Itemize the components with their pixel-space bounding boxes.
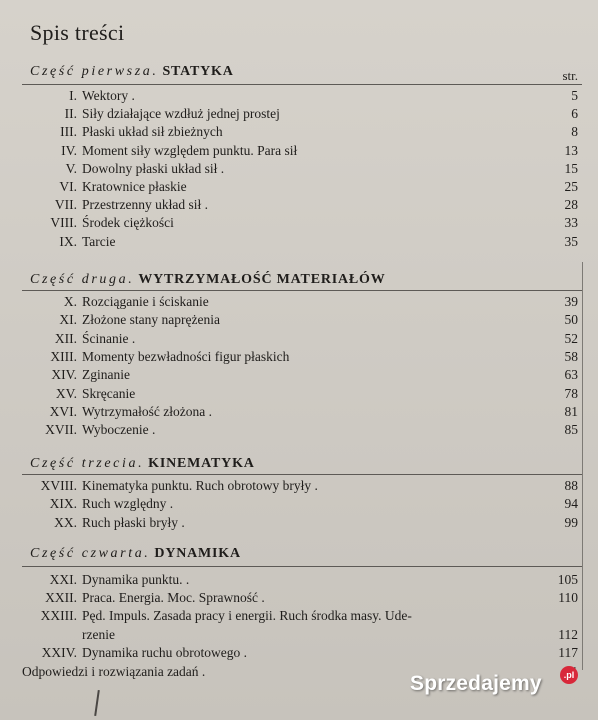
entry-title: rzenie bbox=[82, 626, 115, 642]
entry-title: Ruch względny . bbox=[82, 496, 174, 512]
toc-entry bbox=[0, 234, 598, 252]
divider bbox=[22, 474, 582, 475]
entry-page-number: 81 bbox=[564, 403, 578, 419]
toc-entry bbox=[0, 422, 598, 440]
entry-title: Wyboczenie . bbox=[82, 422, 156, 438]
toc-entry bbox=[0, 627, 598, 645]
entry-title: Tarcie bbox=[82, 233, 116, 249]
entry-number: XIII. bbox=[50, 348, 77, 364]
toc-entry bbox=[0, 496, 598, 514]
entry-number: XXI. bbox=[49, 572, 77, 587]
entry-page-number: 63 bbox=[564, 367, 578, 383]
entry-page-number: 28 bbox=[564, 197, 578, 213]
entry-number: II. bbox=[64, 106, 77, 122]
pen-mark bbox=[94, 690, 100, 716]
entry-number: XVII. bbox=[45, 422, 77, 438]
toc-entry bbox=[0, 312, 598, 330]
entry-title: Wytrzymałość złożona . bbox=[82, 403, 213, 419]
section-heading bbox=[30, 456, 255, 472]
entry-page-number: 94 bbox=[564, 496, 578, 512]
entry-number: IX. bbox=[59, 233, 77, 249]
toc-entry bbox=[0, 215, 598, 233]
entry-page-number: 6 bbox=[571, 106, 578, 122]
entry-title: Dynamika ruchu obrotowego . bbox=[82, 644, 247, 660]
entry-page-number: 52 bbox=[564, 330, 578, 346]
entry-title: Środek ciężkości bbox=[82, 215, 174, 231]
entry-title: Przestrzenny układ sił . bbox=[82, 197, 208, 213]
entry-page-number: 15 bbox=[564, 160, 578, 176]
entry-title: Praca. Energia. Moc. Sprawność . bbox=[82, 590, 265, 606]
section-label: Część trzecia. bbox=[30, 456, 145, 471]
section-label: Część czwarta. bbox=[30, 546, 151, 561]
entry-number: XX. bbox=[54, 514, 77, 530]
divider bbox=[22, 290, 582, 291]
entry-title: Ścinanie . bbox=[82, 330, 136, 346]
divider bbox=[22, 566, 582, 567]
toc-entry bbox=[0, 294, 598, 312]
toc-entry bbox=[0, 608, 598, 626]
toc-entry bbox=[0, 143, 598, 161]
toc-entry bbox=[0, 88, 598, 106]
entry-page-number: 110 bbox=[558, 590, 578, 606]
entry-title: Skręcanie bbox=[82, 385, 136, 401]
entry-title: Dynamika punktu. . bbox=[82, 572, 190, 587]
toc-entry bbox=[0, 197, 598, 215]
section-name: STATYKA bbox=[162, 64, 234, 79]
entry-title: Ruch płaski bryły . bbox=[82, 514, 185, 530]
entry-title: Zginanie bbox=[82, 367, 130, 383]
entry-title: Kinematyka punktu. Ruch obrotowy bryły . bbox=[82, 478, 318, 493]
entry-number: X. bbox=[63, 294, 77, 309]
entry-page-number: 13 bbox=[564, 142, 578, 158]
toc-entry bbox=[0, 404, 598, 422]
watermark-badge: .pl bbox=[560, 666, 578, 684]
entry-page-number: 78 bbox=[564, 385, 578, 401]
entry-number: VIII. bbox=[50, 215, 77, 231]
entry-number: XV. bbox=[55, 385, 77, 401]
divider bbox=[22, 84, 582, 85]
entry-number: IV. bbox=[61, 142, 77, 158]
entry-number: XXIII. bbox=[40, 608, 77, 624]
entry-title: Momenty bezwładności figur płaskich bbox=[82, 348, 290, 364]
toc-entry bbox=[0, 478, 598, 496]
entry-number: VII. bbox=[54, 197, 77, 213]
entry-number: V. bbox=[65, 160, 77, 176]
entry-title: Rozciąganie i ściskanie bbox=[82, 294, 209, 309]
toc-entry bbox=[0, 124, 598, 142]
entry-page-number: 105 bbox=[557, 572, 578, 587]
section-name: WYTRZYMAŁOŚĆ MATERIAŁÓW bbox=[138, 272, 386, 287]
page-title: Spis treści bbox=[30, 20, 125, 45]
section-heading bbox=[30, 64, 234, 80]
entry-page-number: 5 bbox=[571, 88, 578, 103]
toc-entry bbox=[0, 367, 598, 385]
toc-entry bbox=[0, 645, 598, 663]
entry-title: Złożone stany naprężenia bbox=[82, 312, 220, 328]
toc-entry bbox=[0, 161, 598, 179]
page-column-label: str. bbox=[562, 68, 578, 83]
section-heading bbox=[30, 546, 241, 562]
entry-number: XVIII. bbox=[40, 478, 77, 493]
entry-title: Kratownice płaskie bbox=[82, 179, 187, 194]
toc-entry bbox=[0, 386, 598, 404]
answers-entry: Odpowiedzi i rozwiązania zadań . bbox=[22, 664, 206, 679]
entry-number: XXII. bbox=[45, 590, 77, 606]
entry-page-number: 39 bbox=[564, 294, 578, 309]
entry-number: XIV. bbox=[51, 367, 77, 383]
entry-number: XVI. bbox=[49, 403, 77, 419]
toc-entry bbox=[0, 179, 598, 197]
toc-entry bbox=[0, 572, 598, 590]
entry-number: XXIV. bbox=[41, 644, 77, 660]
entry-number: XIX. bbox=[49, 496, 77, 512]
entry-page-number: 33 bbox=[564, 215, 578, 231]
entry-page-number: 85 bbox=[564, 422, 578, 438]
entry-title: Dowolny płaski układ sił . bbox=[82, 160, 225, 176]
entry-page-number: 50 bbox=[564, 312, 578, 328]
section-label: Część druga. bbox=[30, 272, 135, 287]
entry-number: I. bbox=[69, 88, 77, 103]
entry-title: Pęd. Impuls. Zasada pracy i energii. Ruch środka masy. Ude- bbox=[82, 608, 412, 624]
entry-title: Płaski układ sił zbieżnych bbox=[82, 124, 223, 140]
entry-title: Moment siły względem punktu. Para sił bbox=[82, 142, 298, 158]
entry-number: III. bbox=[60, 124, 77, 140]
entry-number: XII. bbox=[54, 330, 77, 346]
entry-page-number: 58 bbox=[564, 348, 578, 364]
watermark-logo: Sprzedajemy bbox=[410, 672, 542, 695]
toc-entry bbox=[0, 515, 598, 533]
entry-title: Siły działające wzdłuż jednej prostej bbox=[82, 106, 280, 122]
entry-page-number: 112 bbox=[558, 626, 578, 642]
section-name: KINEMATYKA bbox=[148, 456, 255, 471]
section-name: DYNAMIKA bbox=[154, 546, 241, 561]
toc-entry bbox=[0, 590, 598, 608]
entry-page-number: 8 bbox=[571, 124, 578, 140]
toc-entry bbox=[0, 331, 598, 349]
section-heading bbox=[30, 272, 386, 288]
entry-page-number: 25 bbox=[564, 179, 578, 194]
entry-page-number: 35 bbox=[564, 233, 578, 249]
toc-entry bbox=[0, 349, 598, 367]
entry-page-number: 99 bbox=[564, 514, 578, 530]
entry-title: Wektory . bbox=[82, 88, 135, 103]
entry-number: XI. bbox=[59, 312, 77, 328]
section-label: Część pierwsza. bbox=[30, 64, 159, 79]
toc-entry bbox=[0, 106, 598, 124]
entry-number: VI. bbox=[59, 179, 77, 194]
entry-page-number: 88 bbox=[564, 478, 578, 493]
entry-page-number: 117 bbox=[558, 644, 578, 660]
